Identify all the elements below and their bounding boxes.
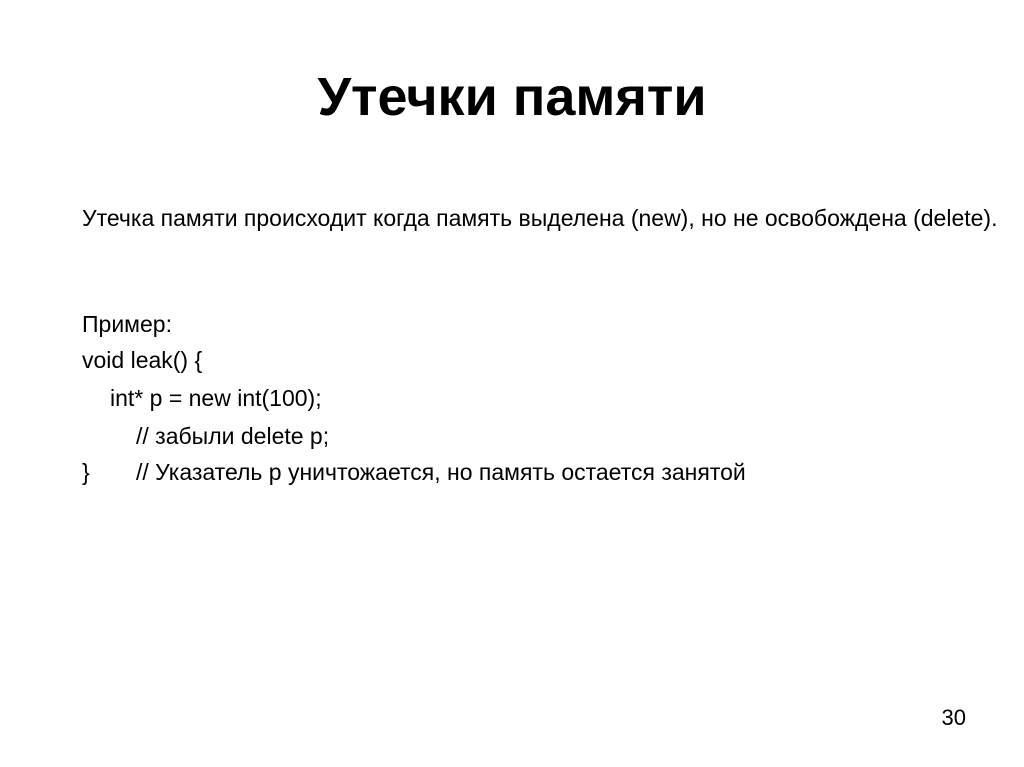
example-label: Пример: [82,311,172,337]
definition-paragraph: Утечка памяти происходит когда память выделена (new), но не освобождена (delete). [82,205,998,231]
page-number: 30 [941,705,966,730]
code-comment: // Указатель p уничтожается, но память остается занятой [136,459,746,485]
slide-title: Утечки памяти [317,67,707,127]
code-line-2: int* p = new int(100); [110,385,322,411]
code-closing-brace: } [82,459,90,485]
code-line-1: void leak() { [82,347,203,373]
code-line-3: // забыли delete p; [136,423,330,449]
